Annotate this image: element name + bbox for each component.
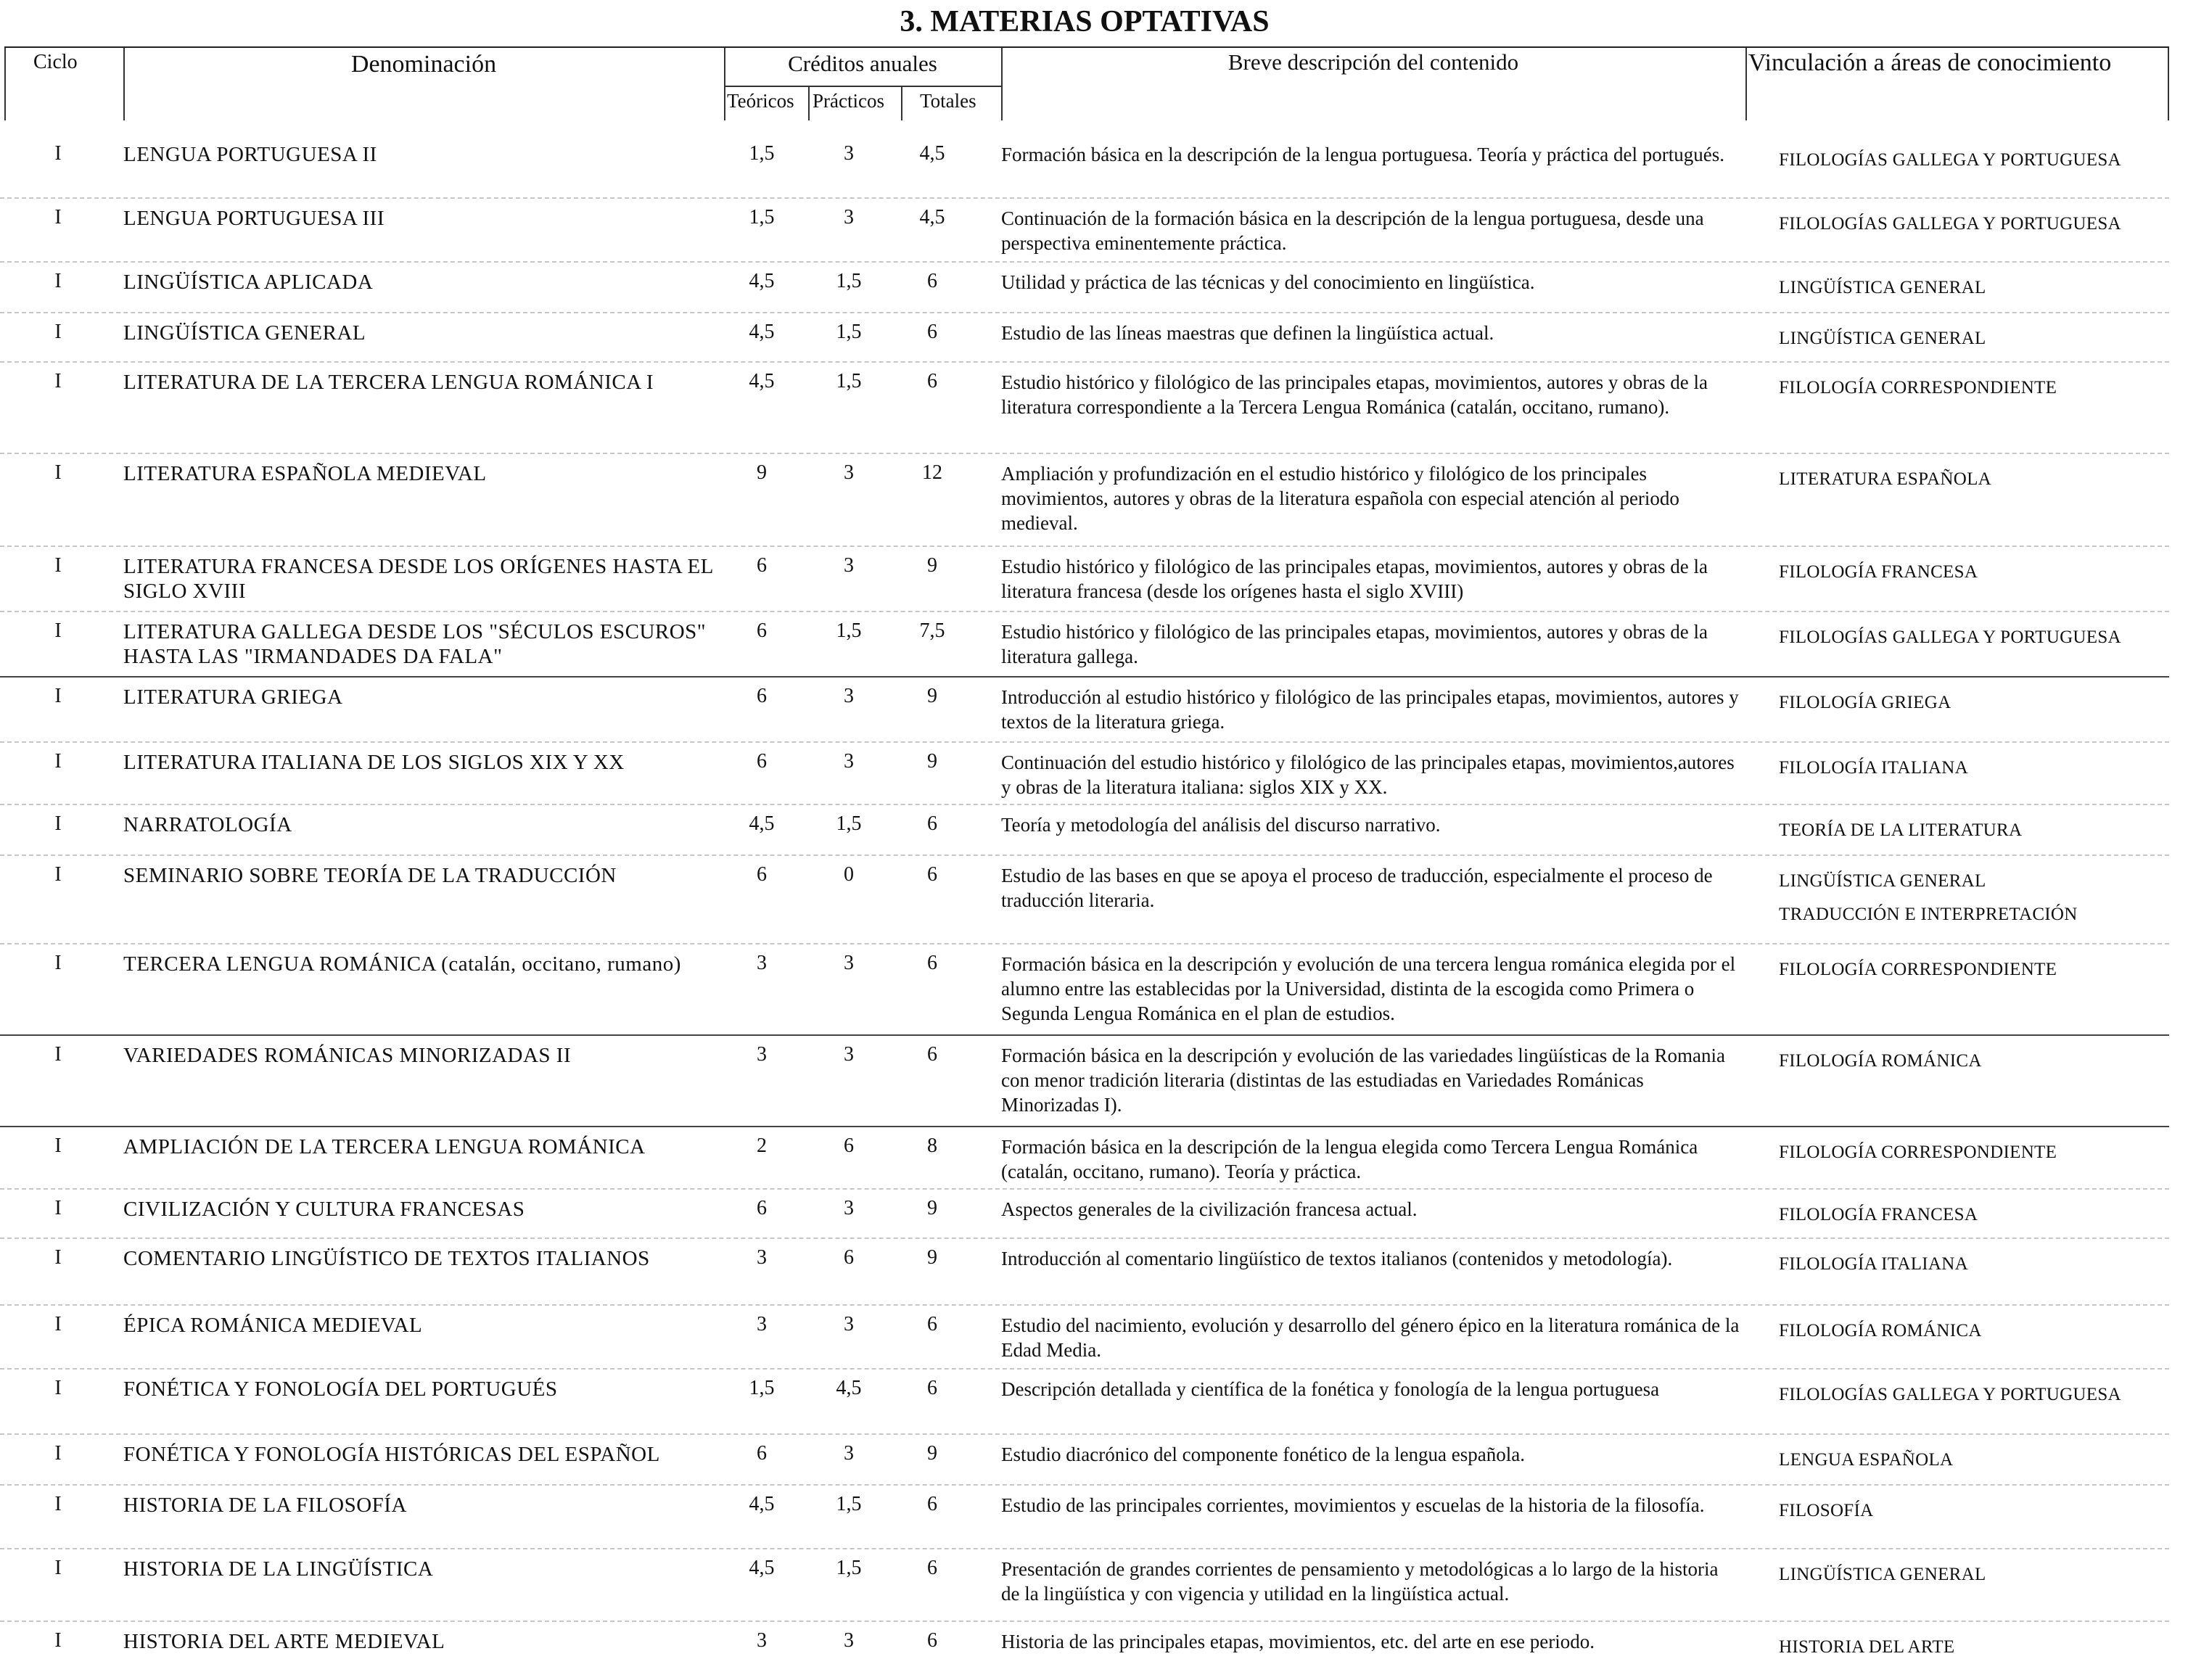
header-totales: Totales bbox=[920, 90, 976, 112]
descripcion-cell: Introducción al estudio histórico y filológico de las principales etapas, movimientos, autores y textos de la literatura griega. bbox=[1001, 686, 1739, 733]
practicos-cell: 3 bbox=[844, 1629, 854, 1652]
practicos-cell: 1,5 bbox=[836, 1493, 862, 1515]
denominacion-cell: AMPLIACIÓN DE LA TERCERA LENGUA ROMÁNICA bbox=[123, 1135, 646, 1158]
denominacion-cell: CIVILIZACIÓN Y CULTURA FRANCESAS bbox=[123, 1198, 525, 1221]
row-separator bbox=[0, 197, 2169, 199]
teoricos-cell: 6 bbox=[757, 863, 767, 886]
header-divider bbox=[901, 86, 902, 120]
practicos-cell: 0 bbox=[844, 863, 854, 886]
practicos-cell: 6 bbox=[844, 1135, 854, 1157]
vinculacion-cell: FILOSOFÍA bbox=[1779, 1501, 1874, 1520]
practicos-cell: 4,5 bbox=[836, 1377, 862, 1399]
descripcion-cell: Formación básica en la descripción de la lengua portuguesa. Teoría y práctica del portugués. bbox=[1001, 144, 1724, 165]
ciclo-cell: I bbox=[54, 1629, 62, 1652]
row-separator bbox=[0, 1368, 2169, 1370]
row-separator bbox=[0, 1126, 2169, 1127]
row-separator bbox=[0, 1034, 2169, 1036]
row-separator bbox=[0, 1548, 2169, 1549]
denominacion-cell: LINGÜÍSTICA GENERAL bbox=[123, 321, 366, 345]
row-separator bbox=[0, 1304, 2169, 1306]
descripcion-cell: Utilidad y práctica de las técnicas y del conocimiento en lingüística. bbox=[1001, 271, 1535, 293]
row-separator bbox=[0, 453, 2169, 454]
vinculacion-cell: FILOLOGÍA FRANCESA bbox=[1779, 562, 1978, 582]
ciclo-cell: I bbox=[54, 321, 62, 343]
totales-cell: 4,5 bbox=[919, 206, 945, 228]
denominacion-cell: LITERATURA FRANCESA DESDE LOS ORÍGENES HASTA EL SIGLO XVIII bbox=[123, 555, 713, 603]
header-creditos: Créditos anuales bbox=[788, 51, 937, 76]
descripcion-cell: Ampliación y profundización en el estudio histórico y filológico de los principales movimientos, autores y obras de la literatura española con especial atención al periodo medieval. bbox=[1001, 463, 1679, 534]
ciclo-cell: I bbox=[54, 619, 62, 642]
totales-cell: 6 bbox=[927, 370, 937, 392]
totales-cell: 6 bbox=[927, 1629, 937, 1652]
descripcion-cell: Estudio histórico y filológico de las principales etapas, movimientos, autores y obras de la literatura gallega. bbox=[1001, 621, 1708, 667]
vinculacion-cell: TEORÍA DE LA LITERATURA bbox=[1779, 820, 2023, 840]
teoricos-cell: 9 bbox=[757, 461, 767, 484]
row-separator bbox=[0, 943, 2169, 944]
descripcion-cell: Presentación de grandes corrientes de pensamiento y metodológicas a lo largo de la historia de la lingüística y con vigencia y utilidad en la lingüística actual. bbox=[1001, 1558, 1719, 1605]
teoricos-cell: 1,5 bbox=[749, 206, 775, 228]
ciclo-cell: I bbox=[54, 1377, 62, 1399]
teoricos-cell: 6 bbox=[757, 750, 767, 773]
practicos-cell: 3 bbox=[844, 206, 854, 228]
descripcion-cell: Continuación de la formación básica en la descripción de la lengua portuguesa, desde una perspectiva eminentemente práctica. bbox=[1001, 207, 1704, 254]
denominacion-cell: LENGUA PORTUGUESA III bbox=[123, 207, 384, 230]
vinculacion-cell: FILOLOGÍA GRIEGA bbox=[1779, 693, 1951, 712]
ciclo-cell: I bbox=[54, 1493, 62, 1515]
ciclo-cell: I bbox=[54, 750, 62, 773]
totales-cell: 6 bbox=[927, 321, 937, 343]
totales-cell: 12 bbox=[922, 461, 942, 484]
totales-cell: 6 bbox=[927, 1043, 937, 1066]
denominacion-cell: LINGÜÍSTICA APLICADA bbox=[123, 271, 374, 294]
teoricos-cell: 3 bbox=[757, 952, 767, 974]
denominacion-cell: HISTORIA DE LA LINGÜÍSTICA bbox=[123, 1557, 434, 1581]
header-divider bbox=[1745, 48, 1747, 120]
descripcion-cell: Estudio histórico y filológico de las principales etapas, movimientos, autores y obras de la literatura correspondiente a la Tercera Lengua Románica (catalán, occitano, rumano). bbox=[1001, 371, 1708, 418]
row-separator bbox=[0, 855, 2169, 856]
practicos-cell: 1,5 bbox=[836, 270, 862, 292]
practicos-cell: 3 bbox=[844, 1442, 854, 1465]
header-practicos: Prácticos bbox=[813, 90, 884, 112]
totales-cell: 9 bbox=[927, 685, 937, 707]
teoricos-cell: 4,5 bbox=[749, 321, 775, 343]
table-header bbox=[4, 46, 2169, 120]
teoricos-cell: 1,5 bbox=[749, 142, 775, 165]
ciclo-cell: I bbox=[54, 270, 62, 292]
vinculacion-cell: LINGÜÍSTICA GENERAL bbox=[1779, 871, 1986, 891]
practicos-cell: 1,5 bbox=[836, 321, 862, 343]
row-separator bbox=[0, 676, 2169, 678]
header-divider bbox=[808, 86, 810, 120]
ciclo-cell: I bbox=[54, 1442, 62, 1465]
header-ciclo: Ciclo bbox=[33, 51, 78, 73]
denominacion-cell: HISTORIA DE LA FILOSOFÍA bbox=[123, 1494, 407, 1517]
row-separator bbox=[0, 1238, 2169, 1239]
ciclo-cell: I bbox=[54, 812, 62, 835]
ciclo-cell: I bbox=[54, 461, 62, 484]
practicos-cell: 3 bbox=[844, 750, 854, 773]
practicos-cell: 3 bbox=[844, 142, 854, 165]
vinculacion-cell: FILOLOGÍA ROMÁNICA bbox=[1779, 1051, 1982, 1071]
vinculacion-cell: HISTORIA DEL ARTE bbox=[1779, 1637, 1955, 1657]
ciclo-cell: I bbox=[54, 554, 62, 577]
practicos-cell: 3 bbox=[844, 1313, 854, 1335]
row-separator bbox=[0, 261, 2169, 263]
totales-cell: 9 bbox=[927, 1197, 937, 1219]
denominacion-cell: LITERATURA ITALIANA DE LOS SIGLOS XIX Y XX bbox=[123, 751, 625, 774]
denominacion-cell: LITERATURA GRIEGA bbox=[123, 685, 343, 709]
teoricos-cell: 3 bbox=[757, 1629, 767, 1652]
descripcion-cell: Estudio de las principales corrientes, movimientos y escuelas de la historia de la filosofía. bbox=[1001, 1494, 1705, 1516]
denominacion-cell: SEMINARIO SOBRE TEORÍA DE LA TRADUCCIÓN bbox=[123, 864, 617, 887]
ciclo-cell: I bbox=[54, 142, 62, 165]
page-title: 3. MATERIAS OPTATIVAS bbox=[900, 5, 1270, 38]
ciclo-cell: I bbox=[54, 1043, 62, 1066]
practicos-cell: 3 bbox=[844, 952, 854, 974]
teoricos-cell: 6 bbox=[757, 619, 767, 642]
vinculacion-cell: LITERATURA ESPAÑOLA bbox=[1779, 469, 1991, 489]
ciclo-cell: I bbox=[54, 952, 62, 974]
ciclo-cell: I bbox=[54, 1197, 62, 1219]
descripcion-cell: Descripción detallada y científica de la fonética y fonología de la lengua portuguesa bbox=[1001, 1378, 1660, 1400]
header-divider bbox=[2168, 48, 2169, 120]
totales-cell: 6 bbox=[927, 1313, 937, 1335]
teoricos-cell: 1,5 bbox=[749, 1377, 775, 1399]
vinculacion-cell: FILOLOGÍA CORRESPONDIENTE bbox=[1779, 378, 2057, 398]
totales-cell: 7,5 bbox=[919, 619, 945, 642]
row-separator bbox=[0, 312, 2169, 313]
teoricos-cell: 4,5 bbox=[749, 270, 775, 292]
practicos-cell: 1,5 bbox=[836, 370, 862, 392]
practicos-cell: 1,5 bbox=[836, 812, 862, 835]
row-separator bbox=[0, 1621, 2169, 1622]
teoricos-cell: 3 bbox=[757, 1043, 767, 1066]
totales-cell: 9 bbox=[927, 1442, 937, 1465]
totales-cell: 9 bbox=[927, 750, 937, 773]
totales-cell: 6 bbox=[927, 812, 937, 835]
denominacion-cell: FONÉTICA Y FONOLOGÍA HISTÓRICAS DEL ESPAÑOL bbox=[123, 1443, 660, 1466]
vinculacion-cell: LINGÜÍSTICA GENERAL bbox=[1779, 278, 1986, 297]
descripcion-cell: Estudio diacrónico del componente fonético de la lengua española. bbox=[1001, 1444, 1525, 1465]
totales-cell: 8 bbox=[927, 1135, 937, 1157]
header-descripcion: Breve descripción del contenido bbox=[1227, 49, 1519, 75]
descripcion-cell: Introducción al comentario lingüístico de textos italianos (contenidos y metodología). bbox=[1001, 1248, 1673, 1269]
descripcion-cell: Aspectos generales de la civilización francesa actual. bbox=[1001, 1198, 1418, 1220]
ciclo-cell: I bbox=[54, 863, 62, 886]
totales-cell: 6 bbox=[927, 863, 937, 886]
totales-cell: 9 bbox=[927, 1246, 937, 1269]
denominacion-cell: LITERATURA GALLEGA DESDE LOS "SÉCULOS ESCUROS" HASTA LAS "IRMANDADES DA FALA" bbox=[123, 620, 707, 668]
descripcion-cell: Formación básica en la descripción de la lengua elegida como Tercera Lengua Románica (catalán, occitano, rumano). Teoría y práctica. bbox=[1001, 1136, 1698, 1182]
practicos-cell: 3 bbox=[844, 1043, 854, 1066]
descripcion-cell: Historia de las principales etapas, movimientos, etc. del arte en ese periodo. bbox=[1001, 1631, 1595, 1652]
denominacion-cell: ÉPICA ROMÁNICA MEDIEVAL bbox=[123, 1314, 423, 1337]
denominacion-cell: FONÉTICA Y FONOLOGÍA DEL PORTUGUÉS bbox=[123, 1378, 558, 1401]
row-separator bbox=[0, 611, 2169, 612]
totales-cell: 6 bbox=[927, 270, 937, 292]
totales-cell: 4,5 bbox=[919, 142, 945, 165]
ciclo-cell: I bbox=[54, 685, 62, 707]
practicos-cell: 1,5 bbox=[836, 619, 862, 642]
vinculacion-cell: FILOLOGÍAS GALLEGA Y PORTUGUESA bbox=[1779, 214, 2121, 234]
denominacion-cell: HISTORIA DEL ARTE MEDIEVAL bbox=[123, 1630, 445, 1653]
denominacion-cell: TERCERA LENGUA ROMÁNICA (catalán, occitano, rumano) bbox=[123, 952, 681, 976]
header-denominacion: Denominación bbox=[350, 51, 497, 78]
teoricos-cell: 2 bbox=[757, 1135, 767, 1157]
vinculacion-cell: FILOLOGÍA ITALIANA bbox=[1779, 1254, 1968, 1274]
practicos-cell: 3 bbox=[844, 461, 854, 484]
vinculacion-cell: LINGÜÍSTICA GENERAL bbox=[1779, 329, 1986, 348]
vinculacion-cell: FILOLOGÍA CORRESPONDIENTE bbox=[1779, 1142, 2057, 1162]
ciclo-cell: I bbox=[54, 206, 62, 228]
denominacion-cell: LITERATURA ESPAÑOLA MEDIEVAL bbox=[123, 462, 487, 485]
totales-cell: 6 bbox=[927, 1377, 937, 1399]
vinculacion-cell: LENGUA ESPAÑOLA bbox=[1779, 1450, 1954, 1470]
header-divider bbox=[4, 48, 6, 120]
denominacion-cell: COMENTARIO LINGÜÍSTICO DE TEXTOS ITALIANOS bbox=[123, 1247, 650, 1270]
teoricos-cell: 6 bbox=[757, 1442, 767, 1465]
teoricos-cell: 6 bbox=[757, 685, 767, 707]
teoricos-cell: 6 bbox=[757, 1197, 767, 1219]
descripcion-cell: Continuación del estudio histórico y filológico de las principales etapas, movimientos,autores y obras de la literatura italiana: siglos XIX y XX. bbox=[1001, 752, 1735, 798]
practicos-cell: 1,5 bbox=[836, 1557, 862, 1579]
descripcion-cell: Estudio del nacimiento, evolución y desarrollo del género épico en la literatura románica de la Edad Media. bbox=[1001, 1314, 1740, 1361]
ciclo-cell: I bbox=[54, 370, 62, 392]
vinculacion-cell: FILOLOGÍAS GALLEGA Y PORTUGUESA bbox=[1779, 627, 2121, 647]
teoricos-cell: 4,5 bbox=[749, 1493, 775, 1515]
denominacion-cell: NARRATOLOGÍA bbox=[123, 813, 292, 836]
practicos-cell: 6 bbox=[844, 1246, 854, 1269]
practicos-cell: 3 bbox=[844, 1197, 854, 1219]
row-separator bbox=[0, 804, 2169, 805]
totales-cell: 6 bbox=[927, 1493, 937, 1515]
totales-cell: 6 bbox=[927, 1557, 937, 1579]
vinculacion-cell: FILOLOGÍA CORRESPONDIENTE bbox=[1779, 960, 2057, 979]
descripcion-cell: Estudio de las líneas maestras que definen la lingüística actual. bbox=[1001, 322, 1494, 344]
descripcion-cell: Estudio histórico y filológico de las principales etapas, movimientos, autores y obras de la literatura francesa (desde los orígenes hasta el siglo XVIII) bbox=[1001, 556, 1708, 602]
totales-cell: 9 bbox=[927, 554, 937, 577]
header-divider bbox=[724, 86, 1001, 87]
vinculacion-cell: FILOLOGÍA FRANCESA bbox=[1779, 1205, 1978, 1224]
descripcion-cell: Teoría y metodología del análisis del discurso narrativo. bbox=[1001, 814, 1441, 836]
practicos-cell: 3 bbox=[844, 685, 854, 707]
row-separator bbox=[0, 1433, 2169, 1435]
vinculacion-cell: FILOLOGÍA ITALIANA bbox=[1779, 758, 1968, 778]
teoricos-cell: 4,5 bbox=[749, 812, 775, 835]
teoricos-cell: 4,5 bbox=[749, 370, 775, 392]
descripcion-cell: Formación básica en la descripción y evolución de una tercera lengua románica elegida por el alumno entre las establecidas por la Universidad, distinta de la escogida como Primera o Segunda Lengua Románica en el plan de estudios. bbox=[1001, 953, 1736, 1024]
teoricos-cell: 3 bbox=[757, 1313, 767, 1335]
denominacion-cell: VARIEDADES ROMÁNICAS MINORIZADAS II bbox=[123, 1044, 572, 1067]
totales-cell: 6 bbox=[927, 952, 937, 974]
vinculacion-cell: LINGÜÍSTICA GENERAL bbox=[1779, 1565, 1986, 1584]
teoricos-cell: 3 bbox=[757, 1246, 767, 1269]
ciclo-cell: I bbox=[54, 1557, 62, 1579]
teoricos-cell: 4,5 bbox=[749, 1557, 775, 1579]
header-teoricos: Teóricos bbox=[727, 90, 794, 112]
denominacion-cell: LENGUA PORTUGUESA II bbox=[123, 143, 377, 166]
descripcion-cell: Formación básica en la descripción y evolución de las variedades lingüísticas de la Romania con menor tradición literaria (distintas de las estudiadas en Variedades Románicas Minorizadas I). bbox=[1001, 1045, 1725, 1116]
vinculacion-cell: FILOLOGÍAS GALLEGA Y PORTUGUESA bbox=[1779, 150, 2121, 170]
header-vinculacion: Vinculación a áreas de conocimiento bbox=[1748, 49, 2112, 76]
practicos-cell: 3 bbox=[844, 554, 854, 577]
vinculacion-cell: FILOLOGÍAS GALLEGA Y PORTUGUESA bbox=[1779, 1385, 2121, 1404]
vinculacion-cell: FILOLOGÍA ROMÁNICA bbox=[1779, 1321, 1982, 1341]
row-separator bbox=[0, 361, 2169, 363]
vinculacion-cell-secondary: TRADUCCIÓN E INTERPRETACIÓN bbox=[1779, 905, 2078, 924]
row-separator bbox=[0, 741, 2169, 743]
row-separator bbox=[0, 545, 2169, 547]
denominacion-cell: LITERATURA DE LA TERCERA LENGUA ROMÁNICA I bbox=[123, 371, 654, 394]
row-separator bbox=[0, 1188, 2169, 1190]
ciclo-cell: I bbox=[54, 1135, 62, 1157]
teoricos-cell: 6 bbox=[757, 554, 767, 577]
row-separator bbox=[0, 1484, 2169, 1486]
ciclo-cell: I bbox=[54, 1313, 62, 1335]
descripcion-cell: Estudio de las bases en que se apoya el proceso de traducción, especialmente el proceso de traducción literaria. bbox=[1001, 865, 1713, 911]
ciclo-cell: I bbox=[54, 1246, 62, 1269]
